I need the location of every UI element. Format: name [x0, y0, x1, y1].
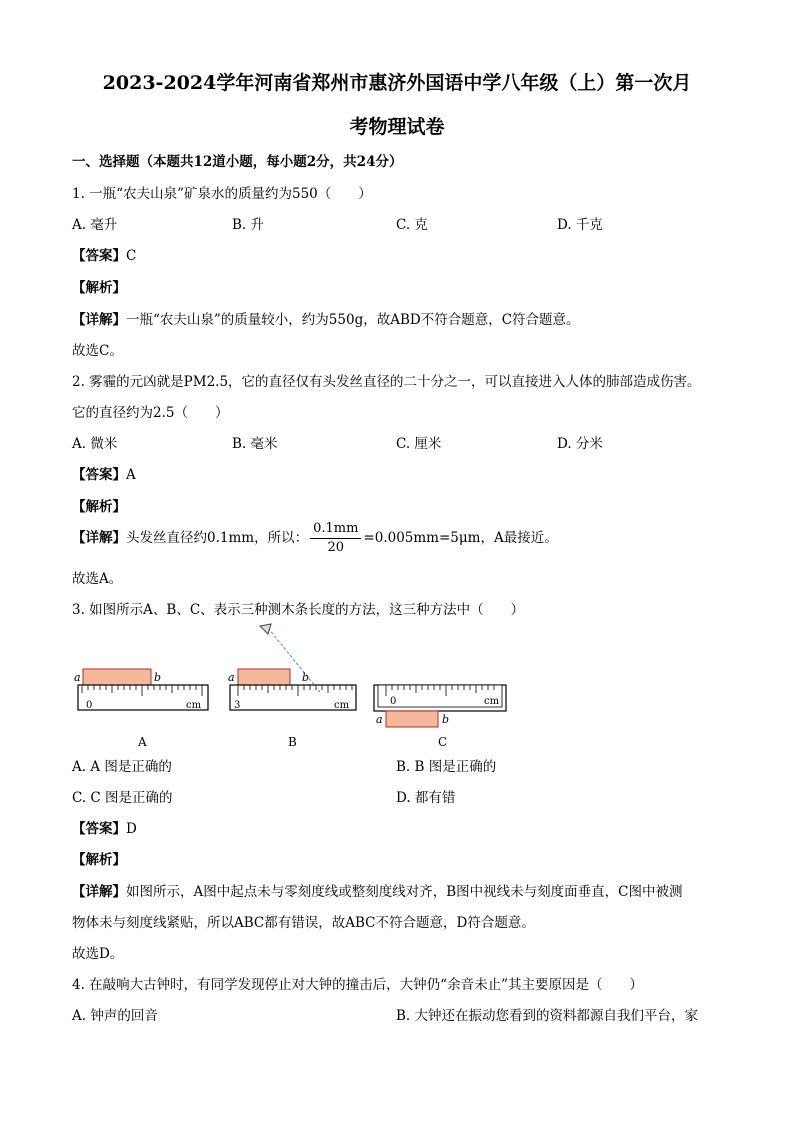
q3-option-b: B. B 图是正确的 [396, 759, 497, 775]
q2-analysis: 【解析】 [72, 499, 126, 515]
q2-answer: 【答案】A [72, 467, 136, 483]
section-heading: 一、选择题（本题共12道小题，每小题2分，共24分） [72, 154, 403, 170]
caption-c: C [438, 735, 448, 749]
label-b-b: b [302, 671, 310, 684]
q3-detail-line2: 物体未与刻度线紧贴，所以ABC都有错误，故ABC不符合题意，D符合题意。 [72, 915, 535, 931]
q4-option-a: A. 钟声的回音 [72, 1008, 158, 1024]
q2-option-d: D. 分米 [557, 436, 603, 452]
q1-stem: 1. 一瓶“农夫山泉”矿泉水的质量约为550（ ） [72, 186, 372, 202]
q3-detail-line1: 【详解】如图所示，A图中起点未与零刻度线或整刻度线对齐，B图中视线未与刻度面垂直，C图中被测 [72, 884, 683, 900]
q1-option-b: B. 升 [232, 217, 265, 233]
label-a-b: b [154, 671, 162, 684]
label-a-zero: 0 [86, 700, 93, 711]
label-c-cm: cm [484, 696, 500, 707]
ruler-figure-svg [72, 622, 522, 752]
q2-option-b: B. 毫米 [232, 436, 278, 452]
q4-stem: 4. 在敲响大古钟时，有同学发现停止对大钟的撞击后，大钟仍“余音未止”其主要原因是（ ） [72, 977, 643, 993]
q2-option-c: C. 厘米 [396, 436, 442, 452]
q1-option-d: D. 千克 [557, 217, 603, 233]
q3-answer: 【答案】D [72, 821, 137, 837]
label-c-a: a [376, 713, 383, 726]
label-c-b: b [442, 713, 450, 726]
q3-option-c: C. C 图是正确的 [72, 790, 173, 806]
figure-a [74, 669, 208, 749]
q1-detail: 【详解】一瓶“农夫山泉”的质量较小，约为550g，故ABD不符合题意，C符合题意。 [72, 312, 580, 328]
caption-a: A [138, 735, 147, 749]
q1-option-a: A. 毫升 [72, 217, 118, 233]
q1-answer: 【答案】C [72, 248, 137, 264]
q2-option-a: A. 微米 [72, 436, 118, 452]
q1-option-c: C. 克 [396, 217, 428, 233]
q2-detail: 【详解】头发丝直径约0.1mm，所以： $\frac{0.1mm}{20}$ =0.005mm=5μm，A最接近。 [72, 521, 558, 555]
q3-stem: 3. 如图所示A、B、C、表示三种测木条长度的方法，这三种方法中（ ） [72, 602, 525, 618]
wood-strip-c [386, 711, 438, 727]
label-b-three: 3 [234, 700, 241, 711]
wood-strip-a [83, 669, 151, 685]
figure-c [374, 685, 506, 749]
label-a-cm: cm [186, 700, 202, 711]
q3-conclusion: 故选D。 [72, 946, 124, 962]
label-b-a: a [228, 671, 235, 684]
ruler-figure [72, 622, 522, 756]
q3-option-d: D. 都有错 [396, 790, 456, 806]
label-c-zero: 0 [390, 696, 397, 707]
q3-option-a: A. A 图是正确的 [72, 759, 172, 775]
q1-conclusion: 故选C。 [72, 343, 123, 359]
label-a-a: a [74, 671, 81, 684]
label-b-cm: cm [334, 700, 350, 711]
caption-b: B [288, 735, 297, 749]
document-title-line2: 考物理试卷 [349, 116, 445, 138]
q4-option-b: B. 大钟还在振动您看到的资料都源自我们平台，家 [396, 1008, 699, 1024]
q2-stem-line2: 它的直径约为2.5（ ） [72, 405, 229, 421]
q2-conclusion: 故选A。 [72, 571, 123, 587]
document-title-line1: 2023-2024学年河南省郑州市惠济外国语中学八年级（上）第一次月 [102, 72, 692, 94]
figure-b [228, 624, 356, 749]
q1-analysis: 【解析】 [72, 280, 126, 296]
wood-strip-b [238, 669, 290, 685]
q2-stem-line1: 2. 雾霾的元凶就是PM2.5，它的直径仅有头发丝直径的二十分之一，可以直接进入人体的肺部造成伤害。 [72, 374, 701, 390]
q2-fraction: $\frac{0.1mm}{20}$ [310, 520, 361, 557]
eye-icon [260, 624, 271, 634]
q3-analysis: 【解析】 [72, 852, 126, 868]
